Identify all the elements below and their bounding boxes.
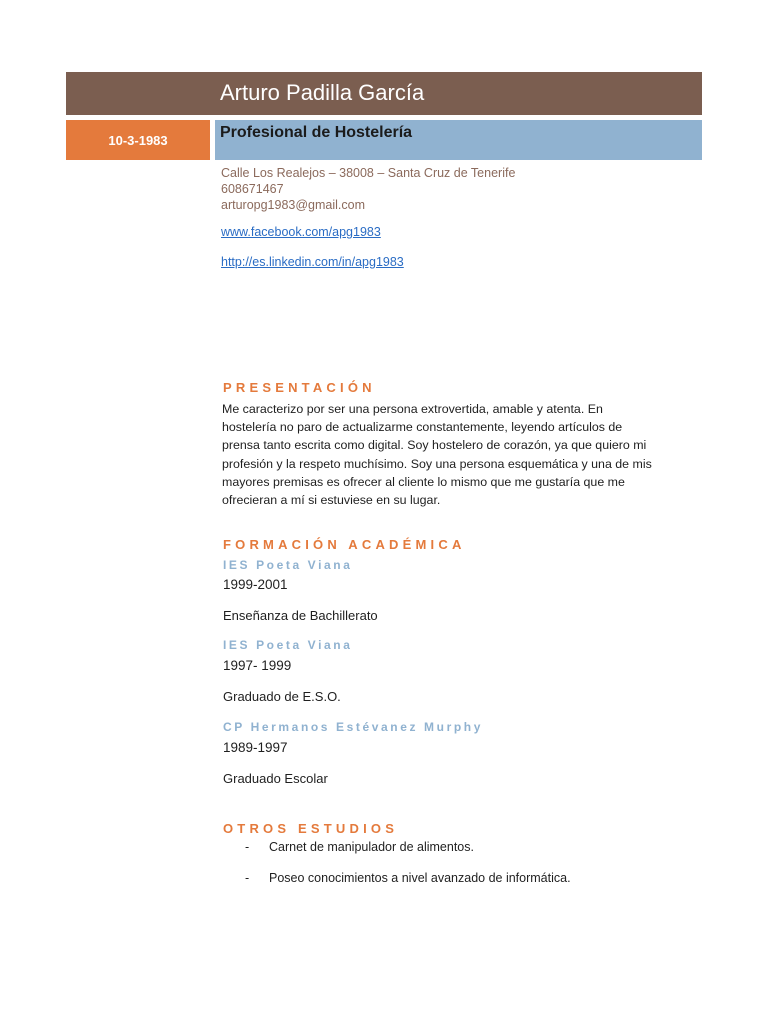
presentation-line: hostelería no paro de actualizarme constantemente, leyendo artículos de [222,420,623,435]
school-name: IES Poeta Viana [223,558,353,572]
presentation-line: mayores premisas es ofrecer al cliente lo mismo que me gustaría que me [222,474,625,489]
birth-date-badge [66,120,210,160]
list-bullet: - [245,840,250,854]
list-bullet: - [245,871,250,885]
school-name: IES Poeta Viana [223,638,353,652]
profession-title: Profesional de Hostelería [220,124,413,141]
section-heading-otros: OTROS ESTUDIOS [223,821,399,836]
school-name: CP Hermanos Estévanez Murphy [223,720,483,734]
list-item: Carnet de manipulador de alimentos. [269,840,474,854]
presentation-line: prensa tanto escrita como digital. Soy hostelero de corazón, ya que quiero mi [222,438,647,453]
candidate-name: Arturo Padilla García [220,80,425,105]
study-years: 1997- 1999 [223,658,292,673]
address: Calle Los Realejos – 38008 – Santa Cruz de Tenerife [221,166,516,180]
study-years: 1999-2001 [223,577,288,592]
birth-date-text: 10-3-1983 [108,132,168,148]
study-years: 1989-1997 [223,740,288,755]
degree: Graduado Escolar [223,771,328,786]
section-heading-presentacion: PRESENTACIÓN [223,380,376,395]
presentation-paragraph [222,400,652,509]
facebook-link[interactable]: www.facebook.com/apg1983 [221,225,381,239]
section-heading-formacion: FORMACIÓN ACADÉMICA [223,537,466,552]
presentation-line: profesión y la respeto muchísimo. Soy una persona esquemática y una de mis [222,456,652,471]
presentation-line: Me caracterizo por ser una persona extrovertida, amable y atenta. En [222,402,603,416]
email: arturopg1983@gmail.com [221,198,366,212]
linkedin-link[interactable]: http://es.linkedin.com/in/apg1983 [221,255,404,269]
degree: Graduado de E.S.O. [223,689,341,704]
degree: Enseñanza de Bachillerato [223,608,378,623]
list-item: Poseo conocimientos a nivel avanzado de informática. [269,871,571,885]
presentation-line: ofrecieran a mí si estuviese en su lugar. [222,493,441,508]
phone: 608671467 [221,182,284,196]
